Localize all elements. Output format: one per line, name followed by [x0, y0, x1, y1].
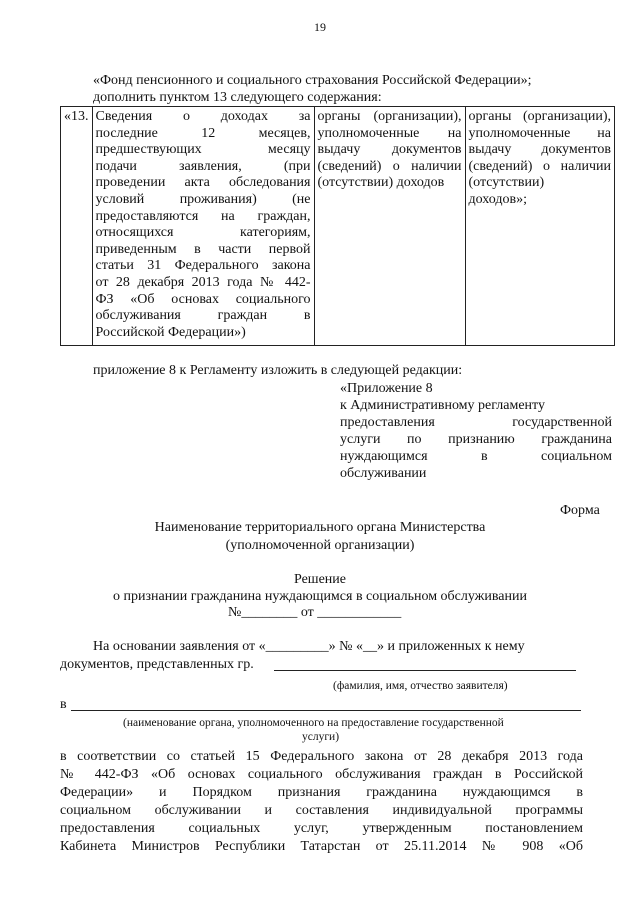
cell-line: доходов»; — [468, 191, 527, 207]
cell-line: предоставляются на граждан, — [95, 208, 311, 224]
cell-line: (отсутствии) — [468, 175, 545, 191]
cell-line: уполномоченные на — [317, 125, 462, 141]
body-line: в соответствии со статьей 15 Федерального закона от 28 декабря 2013 года — [60, 749, 583, 764]
org-name: Наименование территориального органа Министерства — [154, 520, 486, 535]
appendix-header — [340, 380, 612, 482]
documents-table — [60, 106, 615, 346]
appendix-line: услуги по признанию гражданина — [340, 432, 612, 447]
table-cell-issuer-2 — [465, 107, 615, 346]
table-row — [61, 107, 615, 346]
table-cell-issuer — [314, 107, 465, 346]
cell-line: Российской Федерации») — [95, 324, 246, 340]
body-line: № 442-ФЗ «Об основах социального обслуживания граждан в Российской — [60, 767, 583, 782]
appendix-line: обслуживании — [340, 466, 427, 481]
body-line: предоставления социальных услуг, утвержденным постановлением — [60, 821, 583, 836]
cell-line: предшествующих месяцу — [95, 142, 311, 158]
basis-line-1: На основании заявления от «_________» № «__» и приложенных к нему — [93, 639, 525, 654]
cell-line: ФЗ «Об основах социального — [95, 291, 311, 307]
table-cell-number: «13. — [61, 107, 93, 346]
body-line: Федерации» и Порядком признания гражданина нуждающимся в — [60, 785, 583, 800]
cell-line: приведенным в части первой — [95, 241, 311, 257]
cell-line: выдачу документов — [468, 142, 611, 158]
appendix-line: предоставления государственной — [340, 415, 612, 430]
organ-caption-1: (наименование органа, уполномоченного на предоставление государственной — [123, 717, 504, 729]
after-table-text: приложение 8 к Регламенту изложить в следующей редакции: — [93, 363, 463, 378]
cell-line: уполномоченные на — [468, 125, 611, 141]
cell-line: (отсутствии) доходов — [317, 175, 445, 191]
decision-subtitle: о признании гражданина нуждающимся в социальном обслуживании — [113, 589, 527, 604]
decision-title: Решение — [293, 572, 346, 587]
form-label: Форма — [560, 503, 600, 518]
cell-line: выдачу документов — [317, 142, 462, 158]
appendix-line: нуждающимся в социальном — [340, 449, 612, 464]
organ-name-blank — [71, 710, 581, 711]
body-line: социальном обслуживании и составления индивидуальной программы — [60, 803, 583, 818]
cell-line: органы (организации), — [468, 109, 611, 124]
cell-line: проведении акта обследования — [95, 175, 311, 191]
cell-line: (сведений) о наличии — [317, 158, 462, 174]
page-number: 19 — [314, 20, 326, 34]
cell-line: последние 12 месяцев, — [95, 125, 311, 141]
appendix-line: к Административному регламенту — [340, 398, 545, 413]
intro-line-1: «Фонд пенсионного и социального страхования Российской Федерации»; — [93, 73, 532, 88]
basis-line-2: документов, представленных гр. — [60, 657, 254, 672]
cell-line: органы (организации), — [317, 109, 462, 124]
decision-number-line: №________ от ____________ — [228, 605, 402, 620]
cell-line: статьи 31 Федерального закона — [95, 258, 311, 274]
intro-line-2: дополнить пунктом 13 следующего содержания: — [93, 90, 382, 105]
cell-line: от 28 декабря 2013 года № 442- — [95, 274, 311, 290]
table-cell-description — [92, 107, 314, 346]
organ-prefix: в — [60, 697, 67, 712]
cell-line: Сведения о доходах за — [95, 109, 311, 124]
org-subtitle: (уполномоченной организации) — [225, 538, 415, 553]
cell-line: обслуживания граждан в — [95, 308, 311, 324]
cell-line: относящихся категориям, — [95, 225, 311, 241]
applicant-name-blank — [274, 670, 576, 671]
body-line: Кабинета Министров Республики Татарстан от 25.11.2014 № 908 «Об — [60, 839, 583, 854]
cell-line: (сведений) о наличии — [468, 158, 611, 174]
cell-line: условий проживания) (не — [95, 191, 311, 207]
organ-caption-2: услуги) — [302, 731, 340, 743]
cell-line: подачи заявления, (при — [95, 158, 311, 174]
applicant-caption: (фамилия, имя, отчество заявителя) — [333, 680, 508, 692]
appendix-line: «Приложение 8 — [340, 381, 433, 396]
